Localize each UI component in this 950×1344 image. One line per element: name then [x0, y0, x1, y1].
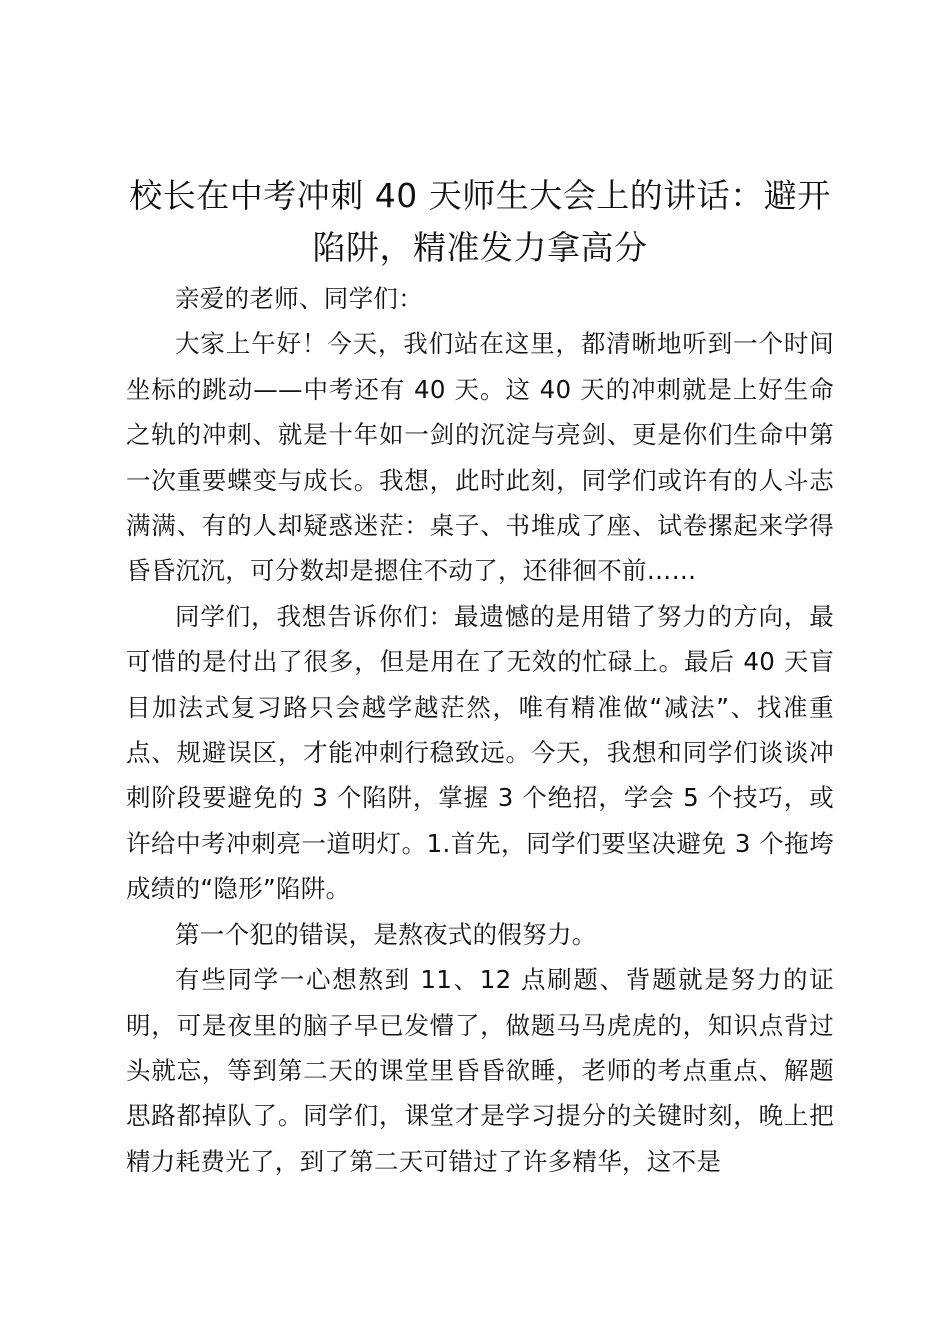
paragraph-opening: 大家上午好！今天，我们站在这里，都清晰地听到一个时间坐标的跳动——中考还有 40 天。这 40 天的冲刺就是上好生命之轨的冲刺、就是十年如一剑的沉淀与亮剑、更是你们生命中第一次重要蝶变与成长。我想，此时此刻，同学们或许有的人斗志满满、有的人却疑惑迷茫：桌子、书堆成了座、试卷摞起来学得昏昏沉沉，可分数却是摁住不动了，还徘徊不前…… — [126, 329, 834, 586]
paragraph-first-mistake: 第一个犯的错误，是熬夜式的假努力。 — [175, 919, 597, 949]
paragraph-advice: 同学们，我想告诉你们：最遗憾的是用错了努力的方向，最可惜的是付出了很多，但是用在了无效的忙碌上。最后 40 天盲目加法式复习路只会越学越茫然，唯有精准做“减法”、找准重点、规避误区，才能冲刺行稳致远。今天，我想和同学们谈谈冲刺阶段要避免的 3 个陷阱，掌握 3 个绝招，学会 5 个技巧，或许给中考冲刺亮一道明灯。1.首先，同学们要坚决避免 3 个拖垮成绩的“隐形”陷阱。 — [126, 601, 834, 904]
paragraph-salutation: 亲爱的老师、同学们： — [175, 284, 423, 313]
document-body — [126, 276, 834, 1184]
document-title: 校长在中考冲刺 40 天师生大会上的讲话：避开陷阱，精准发力拿高分 — [129, 176, 831, 267]
paragraph-late-night: 有些同学一心想熬到 11、12 点刷题、背题就是努力的证明，可是夜里的脑子早已发懵了，做题马马虎虎的，知识点背过头就忘，等到第二天的课堂里昏昏欲睡，老师的考点重点、解题思路都掉队了。同学们，课堂才是学习提分的关键时刻，晚上把精力耗费光了，到了第二天可错过了许多精华，这不是 — [126, 965, 834, 1176]
